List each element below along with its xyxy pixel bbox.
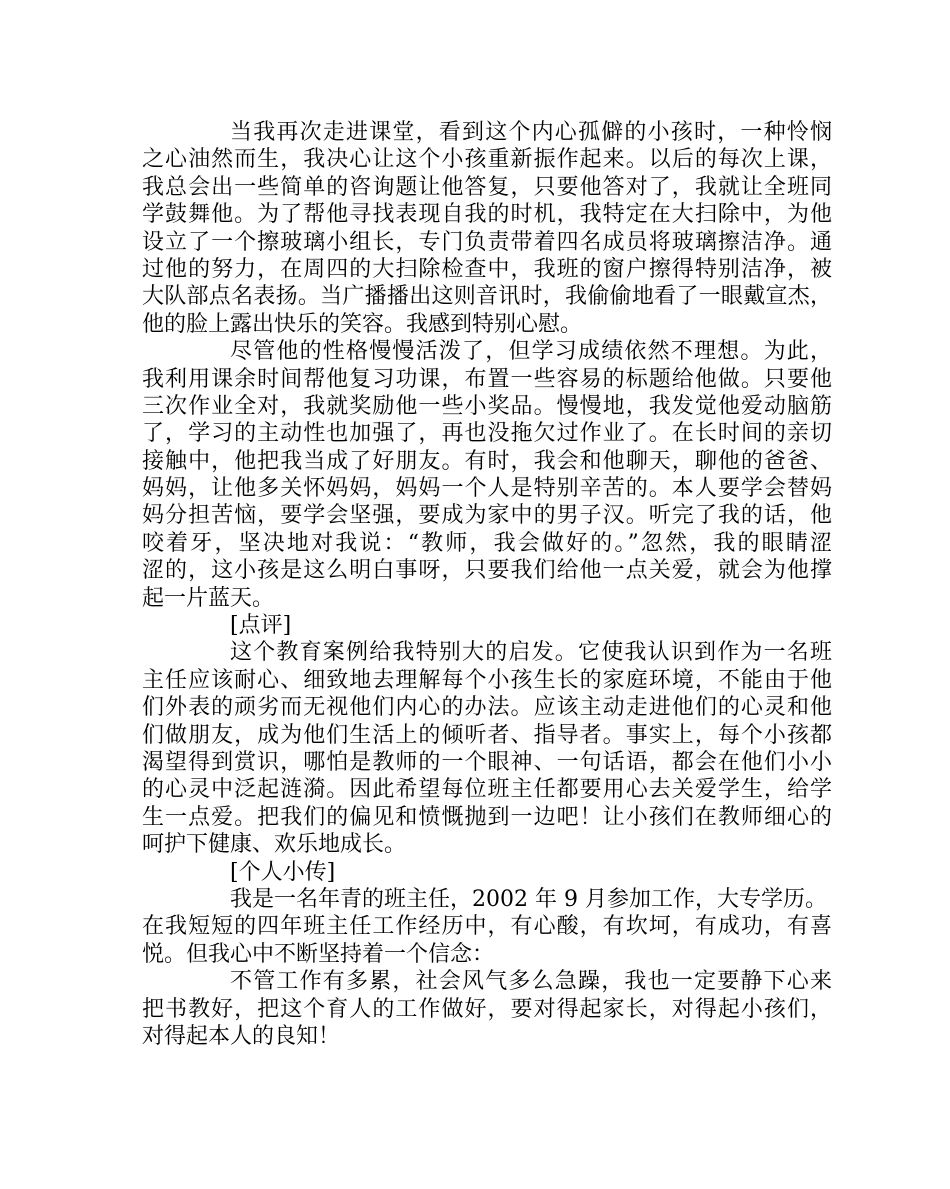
paragraph-line: 大队部点名表扬。当广播播出这则音讯时，我偷偷地看了一眼戴宣杰， bbox=[142, 284, 832, 310]
section-heading-bio: [个人小传] bbox=[230, 859, 336, 885]
paragraph-line: 不管工作有多累，社会风气多么急躁，我也一定要静下心来 bbox=[230, 969, 832, 995]
paragraph-line: 接触中，他把我当成了好朋友。有时，我会和他聊天，聊他的爸爸、 bbox=[142, 448, 832, 474]
paragraph-line: 咬着牙，坚决地对我说：“教师，我会做好的。”忽然，我的眼睛涩 bbox=[142, 530, 832, 556]
paragraph-line: 设立了一个擦玻璃小组长，专门负责带着四名成员将玻璃擦洁净。通 bbox=[142, 229, 832, 255]
paragraph-line: 主任应该耐心、细致地去理解每个小孩生长的家庭环境，不能由于他 bbox=[142, 667, 832, 693]
paragraph-line: 把书教好，把这个育人的工作做好，要对得起家长，对得起小孩们， bbox=[142, 996, 832, 1022]
paragraph-line: 之心油然而生，我决心让这个小孩重新振作起来。以后的每次上课， bbox=[142, 147, 832, 173]
paragraph-line: 渴望得到赏识，哪怕是教师的一个眼神、一句话语，都会在他们小小 bbox=[142, 749, 832, 775]
paragraph-line: 了，学习的主动性也加强了，再也没拖欠过作业了。在长时间的亲切 bbox=[142, 421, 832, 447]
document-body bbox=[142, 119, 832, 1050]
paragraph-line: 们外表的顽劣而无视他们内心的办法。应该主动走进他们的心灵和他 bbox=[142, 695, 832, 721]
paragraph-line: 的心灵中泛起涟漪。因此希望每位班主任都要用心去关爱学生，给学 bbox=[142, 777, 832, 803]
paragraph-line: 悦。但我心中不断坚持着一个信念： bbox=[142, 941, 495, 967]
paragraph-line: 学鼓舞他。为了帮他寻找表现自我的时机，我特定在大扫除中，为他 bbox=[142, 202, 832, 228]
paragraph-line: 我利用课余时间帮他复习功课，布置一些容易的标题给他做。只要他 bbox=[142, 366, 832, 392]
paragraph-line: 过他的努力，在周四的大扫除检查中，我班的窗户擦得特别洁净，被 bbox=[142, 256, 832, 282]
section-heading-review: [点评] bbox=[230, 613, 292, 639]
paragraph-line: 们做朋友，成为他们生活上的倾听者、指导者。事实上，每个小孩都 bbox=[142, 722, 832, 748]
paragraph-line: 妈妈，让他多关怀妈妈，妈妈一个人是特别辛苦的。本人要学会替妈 bbox=[142, 476, 832, 502]
paragraph-line: 涩的，这小孩是这么明白事呀，只要我们给他一点关爱，就会为他撑 bbox=[142, 558, 832, 584]
paragraph-line: 这个教育案例给我特别大的启发。它使我认识到作为一名班 bbox=[230, 640, 832, 666]
paragraph-line: 三次作业全对，我就奖励他一些小奖品。慢慢地，我发觉他爱动脑筋 bbox=[142, 393, 832, 419]
paragraph-line: 尽管他的性格慢慢活泼了，但学习成绩依然不理想。为此， bbox=[230, 339, 832, 365]
paragraph-line: 当我再次走进课堂，看到这个内心孤僻的小孩时，一种怜悯 bbox=[230, 120, 832, 145]
paragraph-line: 生一点爱。把我们的偏见和愤慨抛到一边吧！让小孩们在教师细心的 bbox=[142, 804, 832, 830]
paragraph-line: 他的脸上露出快乐的笑容。我感到特别心慰。 bbox=[142, 311, 583, 337]
paragraph-line: 呵护下健康、欢乐地成长。 bbox=[142, 832, 407, 858]
paragraph-line: 我总会出一些简单的咨询题让他答复，只要他答对了，我就让全班同 bbox=[142, 174, 832, 200]
paragraph-line: 在我短短的四年班主任工作经历中，有心酸，有坎坷，有成功，有喜 bbox=[142, 914, 832, 940]
paragraph-line: 我是一名年青的班主任，2002 年 9 月参加工作，大专学历。 bbox=[230, 886, 827, 912]
paragraph-line: 对得起本人的良知！ bbox=[142, 1023, 341, 1049]
paragraph-line: 起一片蓝天。 bbox=[142, 585, 275, 611]
paragraph-line: 妈分担苦恼，要学会坚强，要成为家中的男子汉。听完了我的话，他 bbox=[142, 503, 832, 529]
